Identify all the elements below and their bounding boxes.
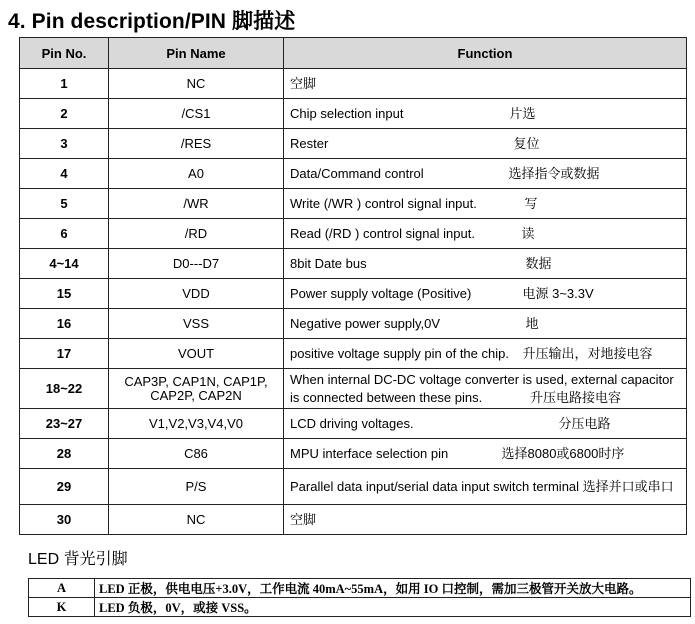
function-en: Read (/RD ) control signal input. (290, 226, 475, 241)
header-function: Function (284, 38, 687, 69)
function-cn: 电源 3~3.3V (522, 286, 594, 301)
pin-function (284, 159, 687, 189)
pin-no: 1 (20, 69, 109, 99)
pin-no: 3 (20, 129, 109, 159)
pin-no: 29 (20, 469, 109, 505)
function-cn: 数据 (525, 256, 552, 271)
led-pin: K (29, 598, 95, 617)
page-title: 4. Pin description/PIN 脚描述 (8, 10, 296, 33)
pin-name: NC (109, 69, 284, 99)
pin-name: NC (109, 505, 284, 535)
function-en: Negative power supply,0V (290, 316, 441, 331)
function-cn: 地 (525, 316, 539, 331)
pin-function (284, 409, 687, 439)
pin-name: /WR (109, 189, 284, 219)
pin-name: V1,V2,V3,V4,V0 (109, 409, 284, 439)
pin-no: 18~22 (20, 369, 109, 409)
led-section-heading: LED 背光引脚 (28, 551, 128, 568)
table-row (20, 189, 687, 219)
table-header-row (20, 38, 687, 69)
pin-function (284, 99, 687, 129)
function-cn: 选择指令或数据 (508, 166, 600, 181)
led-row (29, 579, 691, 598)
pin-function (284, 279, 687, 309)
function-en: 空脚 (290, 76, 317, 91)
pin-no: 16 (20, 309, 109, 339)
function-en: When internal DC-DC voltage converter is used, external capacitor is connected between these pins. (290, 371, 674, 405)
pin-name: VOUT (109, 339, 284, 369)
function-cn: 分压电路 (558, 416, 611, 431)
pin-function (284, 369, 687, 409)
function-en: Parallel data input/serial data input switch terminal 选择并口或串口 (290, 478, 674, 494)
pin-name: VDD (109, 279, 284, 309)
led-description: LED 负极，0V，或接 VSS。 (95, 598, 691, 617)
led-description: LED 正极，供电电压+3.0V，工作电流 40mA~55mA，如用 IO 口控制，需加三极管开关放大电路。 (95, 579, 691, 598)
table-row (20, 249, 687, 279)
pin-function (284, 189, 687, 219)
function-cn: 复位 (513, 136, 540, 151)
pin-function (284, 309, 687, 339)
header-pin-no: Pin No. (20, 38, 109, 69)
function-en: positive voltage supply pin of the chip. (290, 346, 509, 361)
pin-no: 6 (20, 219, 109, 249)
table-row (20, 219, 687, 249)
function-cn: 片选 (509, 106, 536, 121)
function-cn: 升压输出，对地接电容 (522, 346, 653, 361)
table-row (20, 505, 687, 535)
pin-name: C86 (109, 439, 284, 469)
pin-no: 23~27 (20, 409, 109, 439)
pin-no: 30 (20, 505, 109, 535)
pin-no: 17 (20, 339, 109, 369)
pin-no: 28 (20, 439, 109, 469)
led-row (29, 598, 691, 617)
pin-name: D0---D7 (109, 249, 284, 279)
function-en: 8bit Date bus (290, 256, 367, 271)
function-cn: 读 (521, 226, 535, 241)
pin-no: 5 (20, 189, 109, 219)
pin-name: P/S (109, 469, 284, 505)
header-pin-name: Pin Name (109, 38, 284, 69)
pin-name: CAP3P, CAP1N, CAP1P, CAP2P, CAP2N (109, 369, 284, 409)
table-row (20, 309, 687, 339)
pin-no: 4 (20, 159, 109, 189)
table-row (20, 99, 687, 129)
table-row (20, 439, 687, 469)
led-pin-table (28, 578, 691, 617)
table-row (20, 279, 687, 309)
function-en: Power supply voltage (Positive) (290, 286, 472, 301)
pin-name: /CS1 (109, 99, 284, 129)
pin-no: 2 (20, 99, 109, 129)
table-row (20, 339, 687, 369)
function-cn: 写 (524, 196, 538, 211)
table-row (20, 409, 687, 439)
table-row (20, 69, 687, 99)
pin-name: /RD (109, 219, 284, 249)
function-en: Data/Command control (290, 166, 424, 181)
table-row (20, 469, 687, 505)
pin-description-table (19, 37, 687, 535)
function-en: 空脚 (290, 512, 317, 527)
function-en: Chip selection input (290, 106, 404, 121)
table-row (20, 129, 687, 159)
function-cn: 升压电路接电容 (530, 390, 622, 405)
table-row (20, 369, 687, 409)
pin-function (284, 69, 687, 99)
function-en: Rester (290, 136, 329, 151)
pin-function (284, 439, 687, 469)
pin-no: 15 (20, 279, 109, 309)
pin-name: /RES (109, 129, 284, 159)
table-row (20, 159, 687, 189)
function-cn: 选择8080或6800时序 (501, 446, 625, 461)
pin-function (284, 505, 687, 535)
function-en: MPU interface selection pin (290, 446, 449, 461)
pin-function (284, 129, 687, 159)
pin-function (284, 339, 687, 369)
pin-function (284, 219, 687, 249)
led-pin: A (29, 579, 95, 598)
function-en: LCD driving voltages. (290, 416, 414, 431)
pin-no: 4~14 (20, 249, 109, 279)
pin-function (284, 249, 687, 279)
pin-name: VSS (109, 309, 284, 339)
pin-name: A0 (109, 159, 284, 189)
pin-function (284, 469, 687, 505)
function-en: Write (/WR ) control signal input. (290, 196, 477, 211)
